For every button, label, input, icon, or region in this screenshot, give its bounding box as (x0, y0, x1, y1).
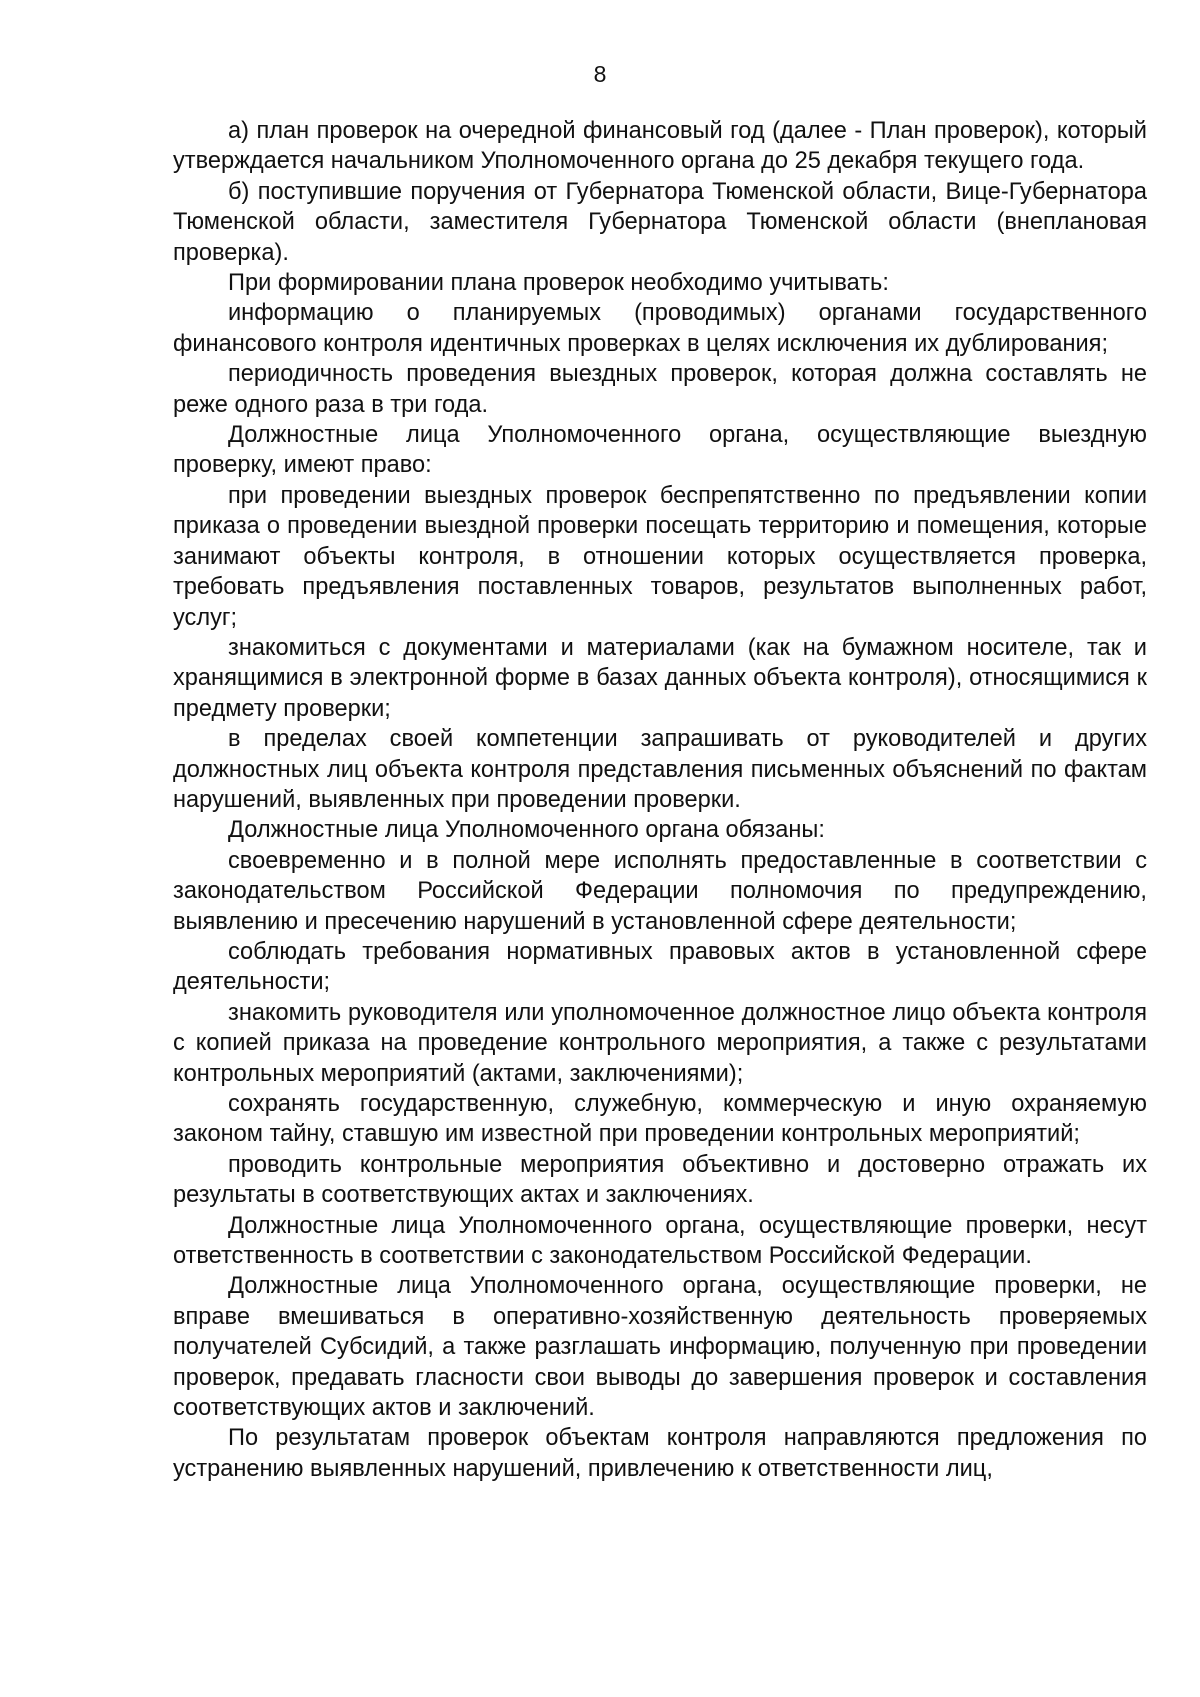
paragraph-plan-formation: При формировании плана проверок необходимо учитывать: (228, 270, 889, 297)
page-number: 8 (593, 61, 607, 87)
paragraph-information: информацию о планируемых (проводимых) органами государственного финансового контроля идентичных проверках в целях исключения их дублирования; (173, 300, 1147, 357)
document-body (173, 116, 1147, 1484)
paragraph-plan-a: а) план проверок на очередной финансовый год (далее - План проверок), который утверждается начальником Уполномоченного органа до 25 декабря текущего года. (173, 118, 1147, 175)
paragraph-right-documents: знакомиться с документами и материалами (как на бумажном носителе, так и хранящимися в электронной форме в базах данных объекта контроля), относящимися к предмету проверки; (173, 634, 1147, 722)
paragraph-results: По результатам проверок объектам контроля направляются предложения по устранению выявленных нарушений, привлечению к ответственности лиц, (173, 1425, 1147, 1482)
paragraph-duty-acquaint: знакомить руководителя или уполномоченное должностное лицо объекта контроля с копией приказа на проведение контрольного мероприятия, а также с результатами контрольных мероприятий (актами, заключениями); (173, 999, 1147, 1087)
paragraph-duty-powers: своевременно и в полной мере исполнять предоставленные в соответствии с законодательством Российской Федерации полномочия по предупреждению, выявлению и пресечению нарушений в установленной сфере деятельности; (173, 847, 1147, 935)
paragraph-non-interference: Должностные лица Уполномоченного органа, осуществляющие проверки, не вправе вмешиваться в оперативно-хозяйственную деятельность проверяемых получателей Субсидий, а также разглашать информацию, полученную при проведении проверок, предавать гласности свои выводы до завершения проверок и составления соответствующих актов и заключений. (173, 1273, 1147, 1422)
paragraph-rights-heading: Должностные лица Уполномоченного органа, осуществляющие выездную проверку, имеют право: (173, 422, 1147, 479)
paragraph-duties-heading: Должностные лица Уполномоченного органа обязаны: (228, 817, 825, 844)
paragraph-duty-compliance: соблюдать требования нормативных правовых актов в установленной сфере деятельности; (173, 938, 1147, 996)
paragraph-responsibility: Должностные лица Уполномоченного органа, осуществляющие проверки, несут ответственность в соответствии с законодательством Российской Федерации. (173, 1212, 1147, 1270)
paragraph-duty-objectivity: проводить контрольные мероприятия объективно и достоверно отражать их результаты в соответствующих актах и заключениях. (173, 1151, 1147, 1209)
paragraph-duty-secrecy: сохранять государственную, служебную, коммерческую и иную охраняемую законом тайну, ставшую им известной при проведении контрольных мероприятий; (173, 1091, 1147, 1148)
paragraph-periodicity: периодичность проведения выездных проверок, которая должна составлять не реже одного раза в три года. (173, 361, 1147, 418)
paragraph-right-request: в пределах своей компетенции запрашивать от руководителей и других должностных лиц объекта контроля представления письменных объяснений по фактам нарушений, выявленных при проведении проверки. (173, 726, 1147, 813)
paragraph-orders-b: б) поступившие поручения от Губернатора Тюменской области, Вице-Губернатора Тюменской области, заместителя Губернатора Тюменской области (внеплановая проверка). (173, 178, 1147, 266)
paragraph-right-visit: при проведении выездных проверок беспрепятственно по предъявлении копии приказа о проведении выездной проверки посещать территорию и помещения, которые занимают объекты контроля, в отношении которых осуществляется проверка, требовать предъявления поставленных товаров, результатов выполненных работ, услуг; (173, 482, 1147, 631)
